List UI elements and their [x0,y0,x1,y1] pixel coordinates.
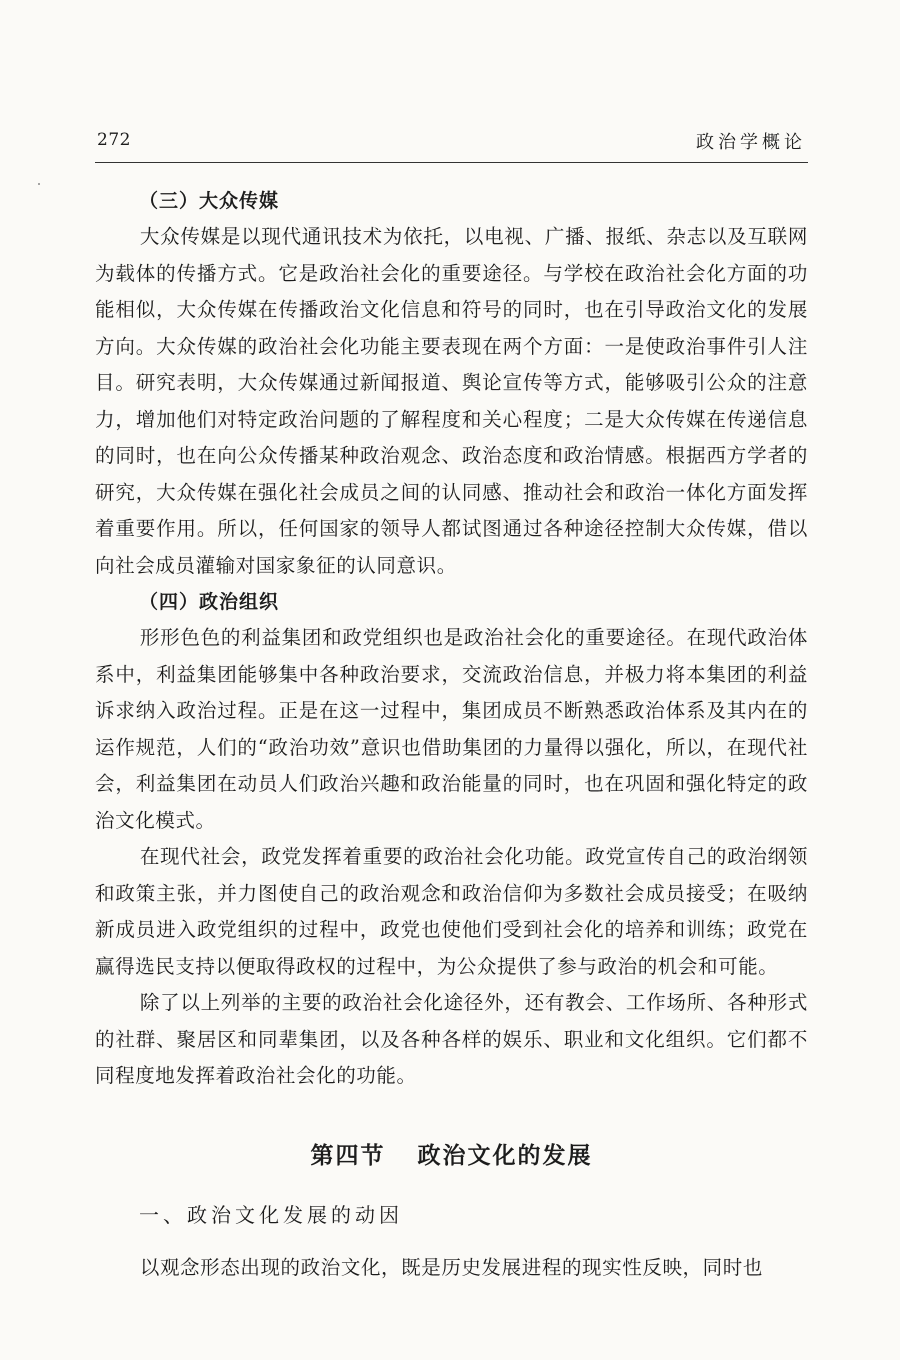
section-number: 第四节 [310,1142,386,1169]
page-number: 272 [97,130,131,150]
paragraph-political-parties: 在现代社会，政党发挥着重要的政治社会化功能。政党宣传自己的政治纲领和政策主张，并力图使自己的政治观念和政治信仰为多数社会成员接受；在吸纳新成员进入政党组织的过程中，政党也使他们受到社会化的培养和训练；政党在赢得选民支持以便取得政权的过程中，为公众提供了参与政治的机会和可能。 [95,845,808,978]
subheading-mass-media: （三）大众传媒 [139,190,280,212]
page-body [95,183,808,1286]
scan-speck [38,183,40,185]
running-title: 政治学概论 [696,132,806,153]
section-title [95,1137,808,1170]
subheading-political-organization: （四）政治组织 [139,591,280,613]
paragraph-mass-media: 大众传媒是以现代通讯技术为依托，以电视、广播、报纸、杂志以及互联网为载体的传播方式。它是政治社会化的重要途径。与学校在政治社会化方面的功能相似，大众传媒在传播政治文化信息和符号的同时，也在引导政治文化的发展方向。大众传媒的政治社会化功能主要表现在两个方面：一是使政治事件引人注目。研究表明，大众传媒通过新闻报道、舆论宣传等方式，能够吸引公众的注意力，增加他们对特定政治问题的了解程度和关心程度；二是大众传媒在传递信息的同时，也在向公众传播某种政治观念、政治态度和政治情感。根据西方学者的研究，大众传媒在强化社会成员之间的认同感、推动社会和政治一体化方面发挥着重要作用。所以，任何国家的领导人都试图通过各种途径控制大众传媒，借以向社会成员灌输对国家象征的认同意识。 [95,225,808,577]
paragraph-other-channels: 除了以上列举的主要的政治社会化途径外，还有教会、工作场所、各种形式的社群、聚居区和同辈集团，以及各种各样的娱乐、职业和文化组织。它们都不同程度地发挥着政治社会化的功能。 [95,991,808,1087]
subsection-heading: 一、政治文化发展的动因 [139,1202,403,1227]
page-header [95,128,808,163]
paragraph-subsection-start: 以观念形态出现的政治文化，既是历史发展进程的现实性反映，同时也 [139,1255,763,1279]
section-name: 政治文化的发展 [417,1142,593,1169]
paragraph-interest-groups: 形形色色的利益集团和政党组织也是政治社会化的重要途径。在现代政治体系中，利益集团能够集中各种政治要求，交流政治信息，并极力将本集团的利益诉求纳入政治过程。正是在这一过程中，集团成员不断熟悉政治体系及其内在的运作规范，人们的“政治功效”意识也借助集团的力量得以强化，所以，在现代社会，利益集团在动员人们政治兴趣和政治能量的同时，也在巩固和强化特定的政治文化模式。 [95,626,808,832]
